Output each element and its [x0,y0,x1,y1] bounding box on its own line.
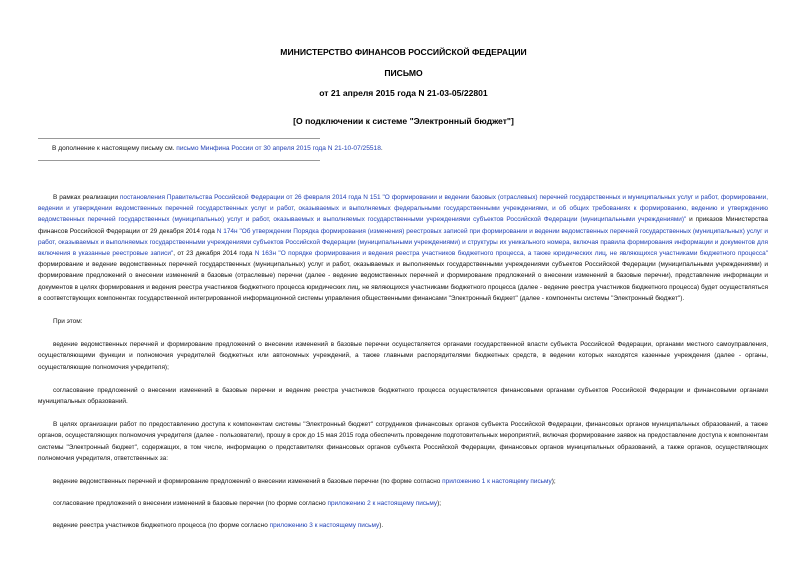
note-suffix: . [380,145,383,152]
p1-text-1: В рамках реализации [53,194,120,201]
top-divider [38,138,320,139]
paragraph-5: В целях организации работ по предоставлению доступа к компонентам системы "Электронный бюджет" сотрудников финансовых органов субъекта Российской Федерации, финансовых органов муниципальных образований, а также органов, осуществляющих полномочия учредителя (далее - пользователи), прошу в срок до 15 мая 2015 года обеспечить проведение подготовительных мероприятий, включая формирование заявок на предоставление доступа к компонентам системы "Электронный бюджет", содержащих, в том числе, информацию о представителях финансовых органов субъекта Российской Федерации, финансовых органов муниципальных образований, а также органов, осуществляющих полномочия учредителя, ответственных за: [38,421,768,462]
link-appendix-2[interactable]: приложению 2 к настоящему письму [327,500,438,508]
link-order-174n[interactable]: N 174н "Об утверждении Порядка формирования (изменения) реестровых записей при формировании и ведении ведомственных перечней государственных (муниципальных) услуг и работ, оказываемых и выполняемых государственными учреждениями субъектов Российской Федерации (муниципальными учреждениями) и структуры их уникального номера, включая правила формирования информации и документов для включения в указанные реестровые записи" [38,227,768,258]
ministry-title: МИНИСТЕРСТВО ФИНАНСОВ РОССИЙСКОЙ ФЕДЕРАЦИИ [280,47,527,57]
document-subject: [О подключении к системе "Электронный бюджет"] [293,116,514,126]
link-resolution-151[interactable]: постановления Правительства Российской Федерации от 26 февраля 2014 года N 151 "О формировании и ведении базовых (отраслевых) перечней государственных и муниципальных услуг и работ, формировании, ведении и утверждении ведомственных перечней государственных услуг и работ, оказываемых и выполняемых федеральными государственными учреждениями, и об общих требованиях к формированию, ведению и утверждению ведомственных перечней государственных (муниципальных) услуг и работ, оказываемых и выполняемых государственными учреждениями субъектов Российской Федерации (муниципальными учреждениями)" [38,194,768,224]
bottom-divider [38,160,320,161]
link-order-163n[interactable]: N 163н "О порядке формирования и ведения реестра участников бюджетного процесса, а также юридических лиц, не являющихся участниками бюджетного процесса" [254,250,769,258]
p1-text-2: и приказов Министерства финансов Российской Федерации от 29 декабря 2014 года [38,216,768,235]
p6-text-1: ведение ведомственных перечней и формирование предложений о внесении изменений в базовые перечни (по форме согласно [53,478,443,486]
paragraph-3: ведение ведомственных перечней и формирование предложений о внесении изменений в базовые перечни осуществляется органами государственной власти субъекта Российской Федерации, органами местного самоуправления, осуществляющими функции и полномочия учредителей бюджетных или автономных учреждений, а также главными распорядителями бюджетных средств, в ведении которых находятся казенные учреждения (далее - органы, осуществляющие полномочия учредителя); [38,341,768,371]
paragraph-4: согласование предложений о внесении изменений в базовые перечни и ведение реестра участников бюджетного процесса осуществляется финансовыми органами субъектов Российской Федерации и финансовыми органами муниципальных образований. [38,386,768,406]
note-prefix: В дополнение к настоящему письму см. [52,145,177,152]
p8-text-2: ). [379,522,384,530]
paragraph-7 [38,498,768,509]
paragraph-1 [38,192,768,304]
p7-text-2: ); [437,500,442,508]
p1-text-4: формирование и ведение ведомственных перечней государственных (муниципальных) услуг и работ, оказываемых и выполняемых государственными учреждениями субъектов Российской Федерации (муниципальными учреждениями) и формирование предложений о внесении изменений в базовые (отраслевые) перечни (далее - ведение ведомственных перечней и формирование предложений о внесении изменений в базовые перечни), представление информации и документов в целях формирования и ведения реестра участников бюджетного процесса юридических лиц, не являющихся участниками бюджетного процесса (далее - ведение реестра участников бюджетного процесса) будет осуществляться в соответствующих компонентах государственной интегрированной информационной системы управления общественными финансами "Электронный бюджет" (далее - компоненты системы "Электронный бюджет"). [38,261,768,302]
p7-text-1: согласование предложений о внесении изменений в базовые перечни (по форме согласно [53,500,328,508]
link-appendix-3[interactable]: приложению 3 к настоящему письму [269,522,380,530]
note-link[interactable]: письмо Минфина России от 30 апреля 2015 года N 21-10-07/25518 [176,145,381,152]
letter-body [38,192,768,543]
paragraph-2: При этом: [53,318,83,326]
p8-text-1: ведение реестра участников бюджетного процесса (по форме согласно [53,522,270,530]
link-appendix-1[interactable]: приложению 1 к настоящему письму [442,478,552,486]
p1-text-3: , от 23 декабря 2014 года [173,250,255,258]
editorial-note [52,145,652,152]
date-and-number: от 21 апреля 2015 года N 21-03-05/22801 [319,88,488,98]
p6-text-2: ); [551,478,556,486]
paragraph-8 [38,520,768,531]
document-type: ПИСЬМО [384,68,423,78]
paragraph-6 [38,476,768,487]
